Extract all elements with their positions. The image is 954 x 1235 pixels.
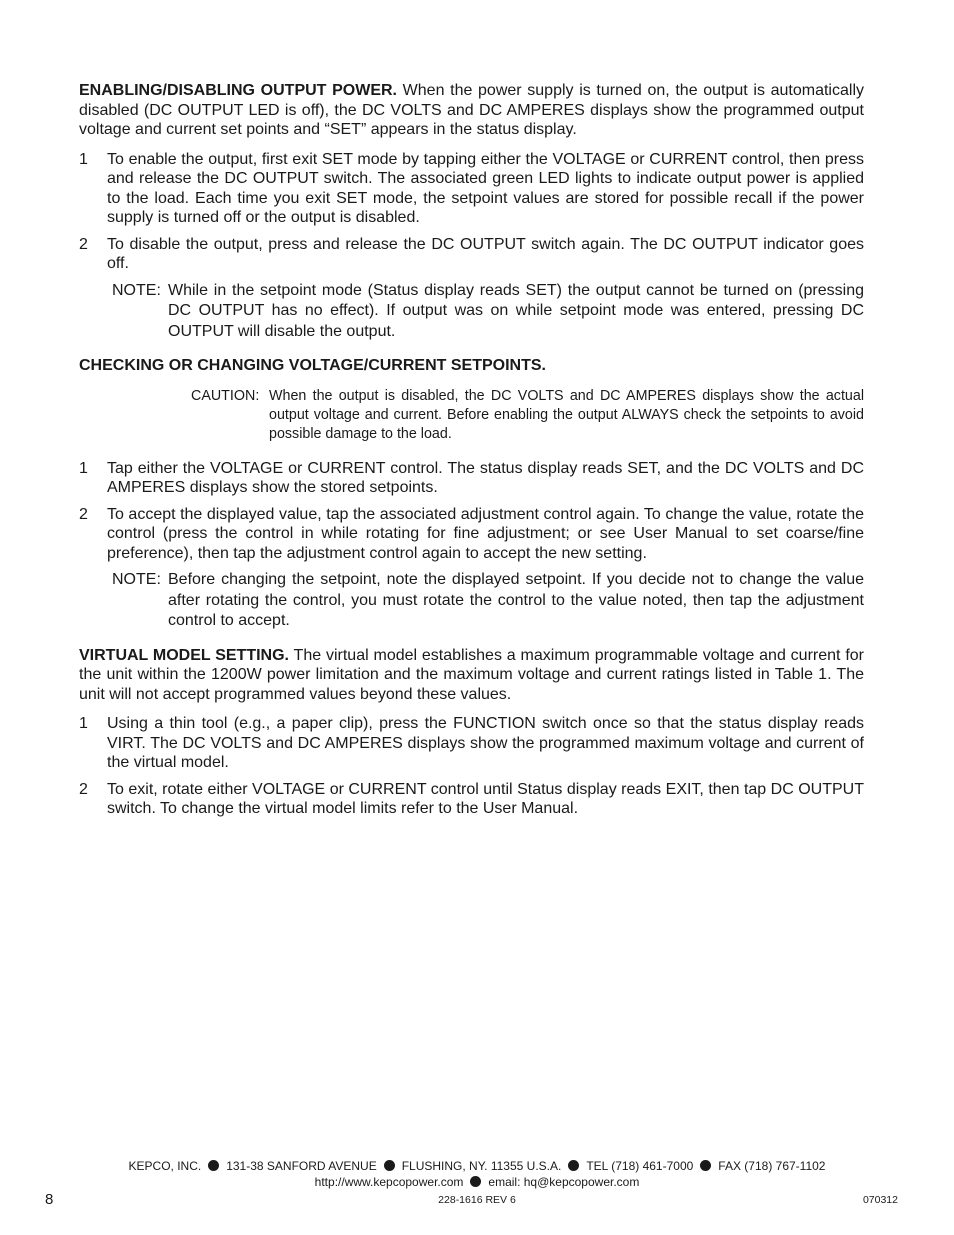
email-link[interactable]: email: hq@kepcopower.com [488, 1175, 640, 1189]
website-link[interactable]: http://www.kepcopower.com [314, 1175, 464, 1189]
list-item: 2 To disable the output, press and release the DC OUTPUT switch again. The DC OUTPUT indicator goes off. [79, 235, 864, 272]
date-code: 070312 [862, 1194, 898, 1206]
list-item: 1 To enable the output, first exit SET mode by tapping either the VOLTAGE or CURRENT control, then press and release the DC OUTPUT switch. The associated green LED lights to indicate output power is applied to the load. Each time you exit SET mode, the setpoint values are stored for possible recall if the power supply is turned off or the output is disabled. [79, 150, 864, 226]
bullet-icon [384, 1160, 395, 1171]
list-item: 2 To exit, rotate either VOLTAGE or CURRENT control until Status display reads EXIT, then tap DC OUTPUT switch. To change the virtual model limits refer to the User Manual. [79, 780, 864, 817]
note-changing-setpoint: NOTE: Before changing the setpoint, note the displayed setpoint. If you decide not to change the value after rotating the control, you must rotate the control to the value noted, then tap the adjustment control to accept. [112, 571, 864, 629]
list-item: 1 Tap either the VOLTAGE or CURRENT control. The status display reads SET, and the DC VOLTS and DC AMPERES displays show the stored setpoints. [79, 459, 864, 496]
paragraph-virtual-model: VIRTUAL MODEL SETTING. The virtual model establishes a maximum programmable voltage and current for the unit within the 1200W power limitation and the maximum voltage and current ratings listed in Table 1. The unit will not accept programmed values beyond these values. [79, 646, 864, 703]
document-body [79, 81, 864, 826]
footer-address-line: KEPCO, INC. 131-38 SANFORD AVENUE FLUSHING, NY. 11355 U.S.A. TEL (718) 461-7000 FAX (718) 767-1102 [128, 1159, 826, 1173]
list-item: 1 Using a thin tool (e.g., a paper clip), press the FUNCTION switch once so that the status display reads VIRT. The DC VOLTS and DC AMPERES displays show the programmed maximum voltage and current of the virtual model. [79, 715, 864, 771]
footer-contact-line [0, 1174, 954, 1190]
bullet-icon [470, 1176, 481, 1187]
document-revision: 228-1616 REV 6 [438, 1194, 516, 1206]
section-title-setpoints: CHECKING OR CHANGING VOLTAGE/CURRENT SETPOINTS. [79, 357, 546, 374]
bullet-icon [568, 1160, 579, 1171]
list-item: 2 To accept the displayed value, tap the associated adjustment control again. To change the value, rotate the control (press the control in while rotating for fine adjustment; or see User Manual to set coarse/fine preference), then tap the adjustment control again to accept the new setting. [79, 505, 864, 562]
note-setpoint-mode: NOTE: While in the setpoint mode (Status display reads SET) the output cannot be turned on (pressing DC OUTPUT has no effect). If output was on while setpoint mode was entered, pressing DC OUTPUT will disable the output. [112, 281, 864, 340]
bullet-icon [208, 1160, 219, 1171]
section-title-virtual-model: VIRTUAL MODEL SETTING. [79, 646, 289, 664]
caution-block: CAUTION: When the output is disabled, the DC VOLTS and DC AMPERES displays show the actual output voltage and current. Before enabling the output ALWAYS check the setpoints to avoid possible damage to the load. [191, 387, 864, 442]
paragraph-enabling-output: ENABLING/DISABLING OUTPUT POWER. When the power supply is turned on, the output is automatically disabled (DC OUTPUT LED is off), the DC VOLTS and DC AMPERES displays show the programmed output voltage and current set points and “SET” appears in the status display. [79, 82, 864, 138]
bullet-icon [700, 1160, 711, 1171]
page-number: 8 [45, 1191, 54, 1208]
page-footer [0, 1158, 954, 1190]
section-title-enabling: ENABLING/DISABLING OUTPUT POWER. [79, 82, 397, 99]
